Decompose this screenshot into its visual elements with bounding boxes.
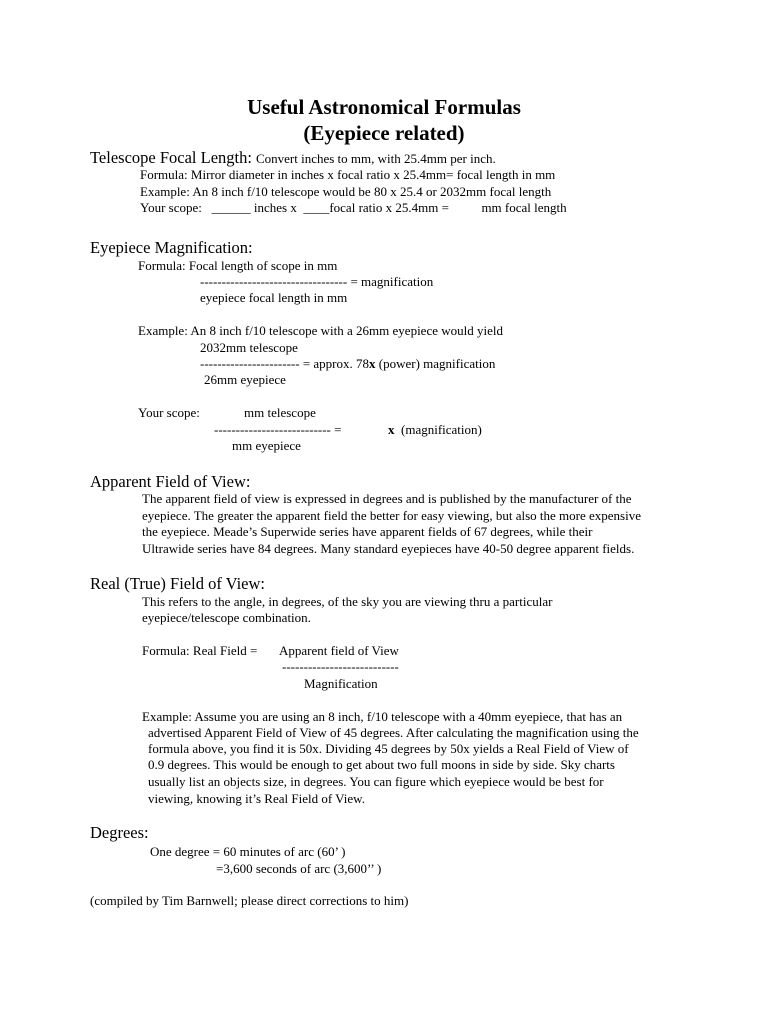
magnification-your-scope-label: Your scope: <box>138 405 200 420</box>
focal-length-heading-row <box>90 148 496 168</box>
apparent-fov-line-2: eyepiece. The greater the apparent field the better for easy viewing, but also the more expensive <box>142 508 641 523</box>
real-fov-example-4: 0.9 degrees. This would be enough to get about two full moons in side by side. Sky charts <box>148 757 615 772</box>
degrees-heading: Degrees: <box>90 823 149 842</box>
magnification-your-scope-bottom: mm eyepiece <box>232 438 301 453</box>
real-fov-formula-line: --------------------------- <box>282 659 399 674</box>
magnification-example-x: x <box>369 356 376 371</box>
magnification-your-scope-line: --------------------------- = <box>214 422 342 437</box>
real-fov-example-5: usually list an objects size, in degrees. You can figure which eyepiece would be best for <box>148 774 604 789</box>
magnification-your-scope-result: (magnification) <box>394 422 482 437</box>
real-fov-formula-label: Formula: Real Field = <box>142 643 258 658</box>
compiled-by-note: (compiled by Tim Barnwell; please direct corrections to him) <box>90 893 409 908</box>
focal-length-intro: Convert inches to mm, with 25.4mm per inch. <box>255 151 496 166</box>
magnification-example-intro: Example: An 8 inch f/10 telescope with a 26mm eyepiece would yield <box>138 323 503 338</box>
focal-length-your-scope: Your scope: ______ inches x ____focal ratio x 25.4mm = mm focal length <box>140 200 567 215</box>
apparent-fov-line-3: the eyepiece. Meade’s Superwide series have apparent fields of 67 degrees, while their <box>142 524 593 539</box>
real-fov-example-3: formula above, you find it is 50x. Dividing 45 degrees by 50x yields a Real Field of View of <box>148 741 629 756</box>
magnification-formula-top: Formula: Focal length of scope in mm <box>138 258 338 273</box>
magnification-your-scope-result-row <box>388 422 482 438</box>
real-fov-heading: Real (True) Field of View: <box>90 574 265 593</box>
real-fov-intro-1: This refers to the angle, in degrees, of the sky you are viewing thru a particular <box>142 594 553 609</box>
degrees-line-1: One degree = 60 minutes of arc (60’ ) <box>150 844 346 859</box>
apparent-fov-line-1: The apparent field of view is expressed in degrees and is published by the manufacturer of the <box>142 491 632 506</box>
real-fov-example-2: advertised Apparent Field of View of 45 degrees. After calculating the magnification using the <box>148 725 639 740</box>
magnification-formula-line: ---------------------------------- = magnification <box>200 274 434 289</box>
real-fov-formula-bottom: Magnification <box>304 676 378 691</box>
real-fov-formula-top: Apparent field of View <box>279 643 399 658</box>
magnification-formula-bottom: eyepiece focal length in mm <box>200 290 348 305</box>
real-fov-example-1: Example: Assume you are using an 8 inch, f/10 telescope with a 40mm eyepiece, that has an <box>142 709 623 724</box>
focal-length-formula: Formula: Mirror diameter in inches x focal ratio x 25.4mm= focal length in mm <box>140 167 556 182</box>
magnification-example-line-a: ----------------------- = approx. 78 <box>200 356 369 371</box>
apparent-fov-line-4: Ultrawide series have 84 degrees. Many standard eyepieces have 40-50 degree apparent fields. <box>142 541 635 556</box>
magnification-heading: Eyepiece Magnification: <box>90 238 253 257</box>
apparent-fov-heading: Apparent Field of View: <box>90 472 251 491</box>
page-title: Useful Astronomical Formulas <box>247 95 521 119</box>
page-subtitle: (Eyepiece related) <box>303 121 465 145</box>
magnification-your-scope-top: mm telescope <box>244 405 316 420</box>
magnification-example-top: 2032mm telescope <box>200 340 298 355</box>
real-fov-example-6: viewing, knowing it’s Real Field of View. <box>148 791 365 806</box>
magnification-example-bottom: 26mm eyepiece <box>204 372 286 387</box>
magnification-example-line-b: (power) magnification <box>375 356 496 371</box>
real-fov-intro-2: eyepiece/telescope combination. <box>142 610 311 625</box>
magnification-your-scope-x: x <box>388 422 395 437</box>
degrees-line-2: =3,600 seconds of arc (3,600’’ ) <box>216 861 382 876</box>
focal-length-heading: Telescope Focal Length: <box>90 148 252 167</box>
magnification-example-line <box>200 356 495 372</box>
focal-length-example: Example: An 8 inch f/10 telescope would be 80 x 25.4 or 2032mm focal length <box>140 184 552 199</box>
